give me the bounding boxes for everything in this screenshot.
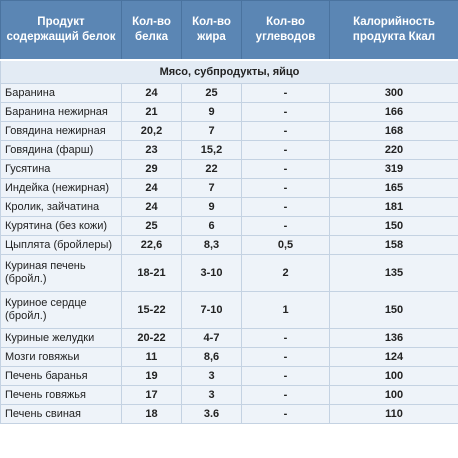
cell-carbs: 2 <box>242 255 330 292</box>
cell-carbs: - <box>242 160 330 179</box>
cell-fat: 22 <box>182 160 242 179</box>
table-row <box>1 160 458 179</box>
cell-protein: 24 <box>122 198 182 217</box>
table-row <box>1 292 458 329</box>
table-row <box>1 198 458 217</box>
cell-product-name: Курятина (без кожи) <box>1 217 122 236</box>
cell-product-name: Куриная печень (бройл.) <box>1 255 122 292</box>
cell-carbs: - <box>242 386 330 405</box>
cell-protein: 29 <box>122 160 182 179</box>
cell-calories: 136 <box>330 329 458 348</box>
cell-carbs: - <box>242 405 330 424</box>
cell-calories: 150 <box>330 292 458 329</box>
section-row <box>1 60 458 84</box>
table-row <box>1 255 458 292</box>
cell-product-name: Баранина <box>1 84 122 103</box>
cell-carbs: - <box>242 84 330 103</box>
cell-product-name: Цыплята (бройлеры) <box>1 236 122 255</box>
cell-product-name: Печень свиная <box>1 405 122 424</box>
cell-product-name: Говядина нежирная <box>1 122 122 141</box>
cell-fat: 3.6 <box>182 405 242 424</box>
table-row <box>1 179 458 198</box>
cell-calories: 100 <box>330 386 458 405</box>
cell-fat: 8,3 <box>182 236 242 255</box>
cell-fat: 15,2 <box>182 141 242 160</box>
header-carbs: Кол-во углеводов <box>242 1 330 61</box>
table-row <box>1 329 458 348</box>
table-row <box>1 84 458 103</box>
cell-calories: 300 <box>330 84 458 103</box>
cell-product-name: Печень баранья <box>1 367 122 386</box>
cell-product-name: Говядина (фарш) <box>1 141 122 160</box>
cell-calories: 110 <box>330 405 458 424</box>
cell-protein: 24 <box>122 179 182 198</box>
cell-protein: 11 <box>122 348 182 367</box>
cell-product-name: Куриные желудки <box>1 329 122 348</box>
cell-product-name: Мозги говяжьи <box>1 348 122 367</box>
cell-fat: 8,6 <box>182 348 242 367</box>
table-row <box>1 217 458 236</box>
cell-calories: 100 <box>330 367 458 386</box>
cell-fat: 7 <box>182 122 242 141</box>
cell-protein: 20,2 <box>122 122 182 141</box>
cell-carbs: - <box>242 217 330 236</box>
cell-fat: 3-10 <box>182 255 242 292</box>
cell-carbs: - <box>242 198 330 217</box>
header-row <box>1 1 458 61</box>
cell-calories: 181 <box>330 198 458 217</box>
cell-carbs: - <box>242 179 330 198</box>
cell-fat: 7 <box>182 179 242 198</box>
cell-fat: 9 <box>182 198 242 217</box>
cell-carbs: - <box>242 329 330 348</box>
cell-fat: 9 <box>182 103 242 122</box>
cell-fat: 4-7 <box>182 329 242 348</box>
cell-carbs: - <box>242 367 330 386</box>
cell-carbs: - <box>242 141 330 160</box>
cell-calories: 220 <box>330 141 458 160</box>
section-title: Мясо, субпродукты, яйцо <box>1 60 458 84</box>
cell-protein: 25 <box>122 217 182 236</box>
table-row <box>1 348 458 367</box>
header-calories: Калорийность продукта Ккал <box>330 1 458 61</box>
table-row <box>1 386 458 405</box>
table-row <box>1 236 458 255</box>
cell-calories: 135 <box>330 255 458 292</box>
cell-protein: 21 <box>122 103 182 122</box>
cell-calories: 168 <box>330 122 458 141</box>
cell-protein: 19 <box>122 367 182 386</box>
cell-calories: 166 <box>330 103 458 122</box>
table-row <box>1 405 458 424</box>
cell-product-name: Кролик, зайчатина <box>1 198 122 217</box>
cell-fat: 7-10 <box>182 292 242 329</box>
cell-protein: 24 <box>122 84 182 103</box>
cell-protein: 18-21 <box>122 255 182 292</box>
cell-calories: 165 <box>330 179 458 198</box>
cell-product-name: Куриное сердце (бройл.) <box>1 292 122 329</box>
cell-carbs: - <box>242 103 330 122</box>
cell-protein: 18 <box>122 405 182 424</box>
cell-product-name: Печень говяжья <box>1 386 122 405</box>
header-protein: Кол-во белка <box>122 1 182 61</box>
cell-product-name: Гусятина <box>1 160 122 179</box>
cell-calories: 158 <box>330 236 458 255</box>
cell-fat: 3 <box>182 367 242 386</box>
cell-protein: 23 <box>122 141 182 160</box>
cell-product-name: Баранина нежирная <box>1 103 122 122</box>
header-fat: Кол-во жира <box>182 1 242 61</box>
table-row <box>1 141 458 160</box>
cell-fat: 3 <box>182 386 242 405</box>
cell-product-name: Индейка (нежирная) <box>1 179 122 198</box>
cell-calories: 124 <box>330 348 458 367</box>
cell-fat: 6 <box>182 217 242 236</box>
header-product: Продукт содержащий белок <box>1 1 122 61</box>
cell-protein: 20-22 <box>122 329 182 348</box>
cell-protein: 15-22 <box>122 292 182 329</box>
cell-calories: 150 <box>330 217 458 236</box>
cell-protein: 22,6 <box>122 236 182 255</box>
cell-fat: 25 <box>182 84 242 103</box>
cell-carbs: - <box>242 122 330 141</box>
table-row <box>1 103 458 122</box>
table-row <box>1 122 458 141</box>
cell-carbs: - <box>242 348 330 367</box>
cell-carbs: 1 <box>242 292 330 329</box>
cell-carbs: 0,5 <box>242 236 330 255</box>
cell-protein: 17 <box>122 386 182 405</box>
cell-calories: 319 <box>330 160 458 179</box>
table-row <box>1 367 458 386</box>
